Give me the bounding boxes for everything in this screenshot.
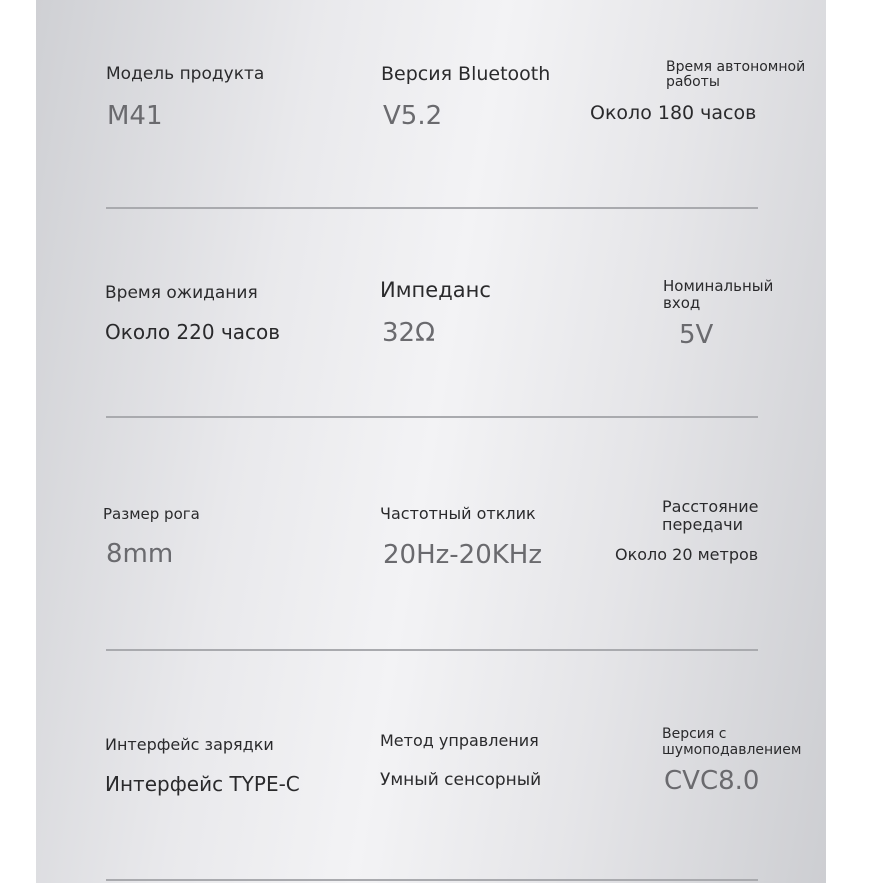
row-divider [106, 649, 758, 651]
noise-label [662, 726, 801, 758]
impedance-value: 32Ω [382, 318, 435, 348]
frequency-label: Частотный отклик [380, 504, 536, 523]
row-divider [106, 416, 758, 418]
horn-value: 8mm [106, 539, 174, 569]
battery-label [666, 60, 805, 90]
bluetooth-value: V5.2 [383, 101, 443, 131]
distance-label-line2: передачи [662, 515, 744, 534]
battery-label-line1: Время автономной [666, 59, 806, 75]
noise-value: CVC8.0 [664, 766, 760, 796]
input-value: 5V [679, 320, 714, 350]
frequency-value: 20Hz-20KHz [383, 540, 542, 570]
standby-label: Время ожидания [105, 283, 258, 303]
distance-label [662, 498, 758, 534]
bluetooth-label: Версия Bluetooth [381, 63, 551, 85]
spec-sheet-panel [36, 0, 826, 883]
distance-value: Около 20 метров [615, 545, 759, 564]
battery-label-line2: работы [666, 74, 720, 90]
input-label-line2: вход [663, 294, 701, 312]
row-divider [106, 879, 758, 881]
control-label: Метод управления [380, 731, 539, 750]
control-value: Умный сенсорный [380, 770, 542, 790]
impedance-label: Импеданс [380, 278, 491, 302]
noise-label-line1: Версия с [662, 726, 727, 742]
horn-label: Размер рога [103, 505, 200, 523]
charging-value: Интерфейс TYPE-C [105, 772, 300, 796]
noise-label-line2: шумоподавлением [662, 742, 802, 758]
row-divider [106, 207, 758, 209]
input-label-line1: Номинальный [663, 277, 774, 295]
model-label: Модель продукта [106, 64, 265, 84]
charging-label: Интерфейс зарядки [105, 735, 274, 754]
battery-value: Около 180 часов [590, 102, 757, 124]
input-label [663, 278, 773, 312]
standby-value: Около 220 часов [105, 320, 281, 344]
model-value: M41 [107, 101, 163, 131]
distance-label-line1: Расстояние [662, 497, 759, 516]
